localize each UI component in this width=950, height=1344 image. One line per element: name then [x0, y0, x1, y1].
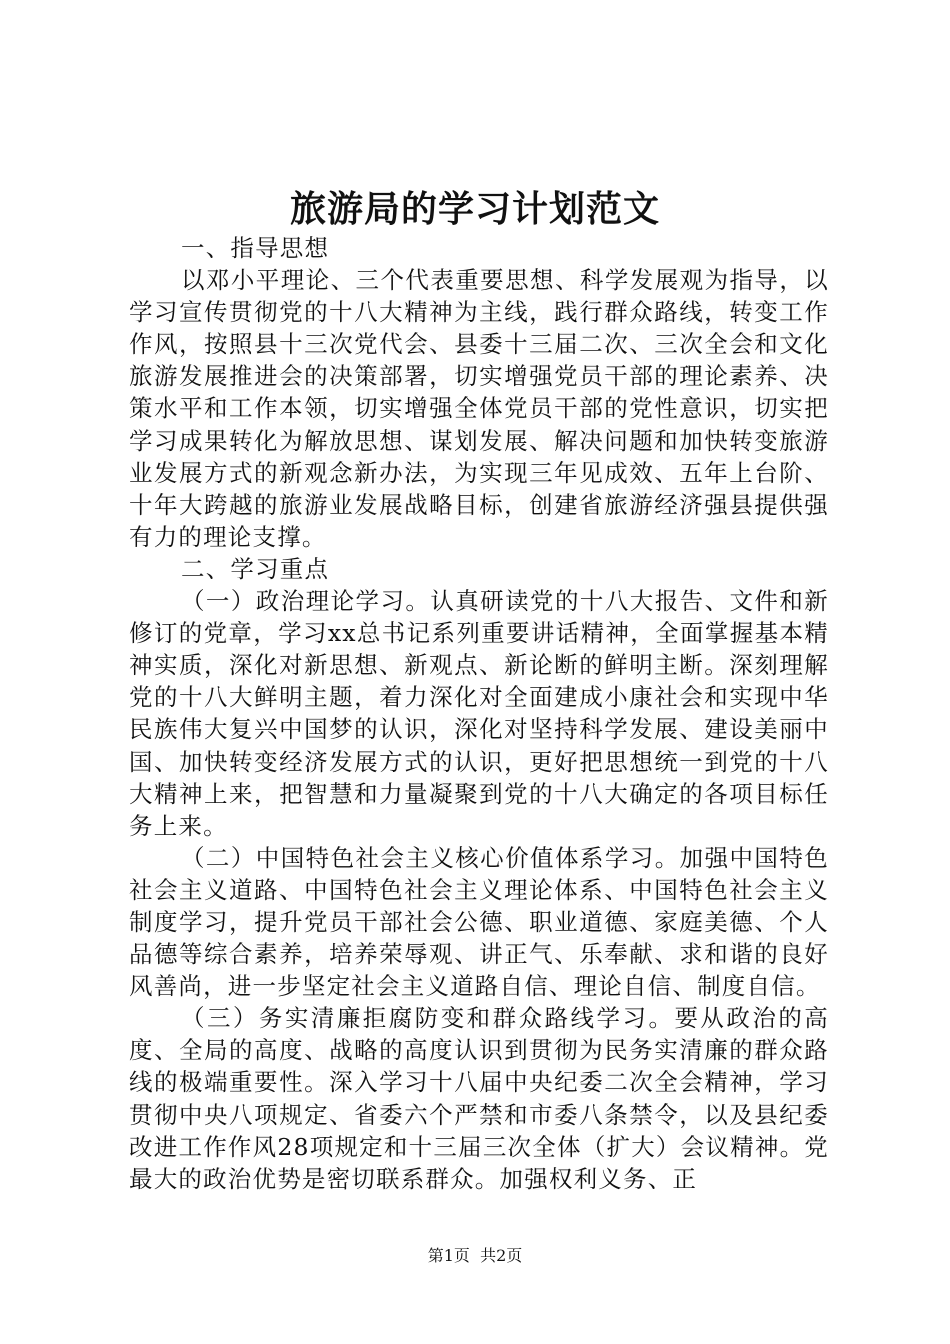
document-title: 旅游局的学习计划范文 — [289, 188, 660, 230]
page-footer — [0, 1245, 950, 1267]
paragraph-integrity-mass-line: （三）务实清廉拒腐防变和群众路线学习。要从政治的高度、全局的高度、战略的高度认识到贯彻为民务实清廉的群众路线的极端重要性。深入学习十八届中央纪委二次全会精神，学习贯彻中央八项规定、省委六个严禁和市委八条禁令，以及县纪委改进工作作风28项规定和十三届三次全体（扩大）会议精神。党最大的政治优势是密切联系群众。加强权利义务、正 — [129, 1004, 829, 1193]
paragraph-guiding-ideology: 以邓小平理论、三个代表重要思想、科学发展观为指导，以学习宣传贯彻党的十八大精神为主线，践行群众路线，转变工作作风，按照县十三次党代会、县委十三届二次、三次全会和文化旅游发展推进会的决策部署，切实增强党员干部的理论素养、决策水平和工作本领，切实增强全体党员干部的党性意识，切实把学习成果转化为解放思想、谋划发展、解决问题和加快转变旅游业发展方式的新观念新办法，为实现三年见成效、五年上台阶、十年大跨越的旅游业发展战略目标，创建省旅游经济强县提供强有力的理论支撑。 — [129, 266, 829, 551]
paragraph-political-theory: （一）政治理论学习。认真研读党的十八大报告、文件和新修订的党章，学习xx总书记系列重要讲话精神，全面掌握基本精神实质，深化对新思想、新观点、新论断的鲜明主断。深刻理解党的十八大鲜明主题，着力深化对全面建成小康社会和实现中华民族伟大复兴中国梦的认识，深化对坚持科学发展、建设美丽中国、加快转变经济发展方式的认识，更好把思想统一到党的十八大精神上来，把智慧和力量凝聚到党的十八大确定的各项目标任务上来。 — [129, 587, 829, 840]
paragraph-core-values: （二）中国特色社会主义核心价值体系学习。加强中国特色社会主义道路、中国特色社会主义理论体系、中国特色社会主义制度学习，提升党员干部社会公德、职业道德、家庭美德、个人品德等综合素养，培养荣辱观、讲正气、乐奉献、求和谐的良好风善尚，进一步坚定社会主义道路自信、理论自信、制度自信。 — [129, 843, 829, 1001]
section-heading-guiding-ideology: 一、指导思想 — [181, 234, 330, 262]
page-number-label: 第1页 共2页 — [427, 1246, 523, 1265]
document-body — [129, 232, 829, 1195]
section-heading-study-focus: 二、学习重点 — [181, 554, 330, 583]
